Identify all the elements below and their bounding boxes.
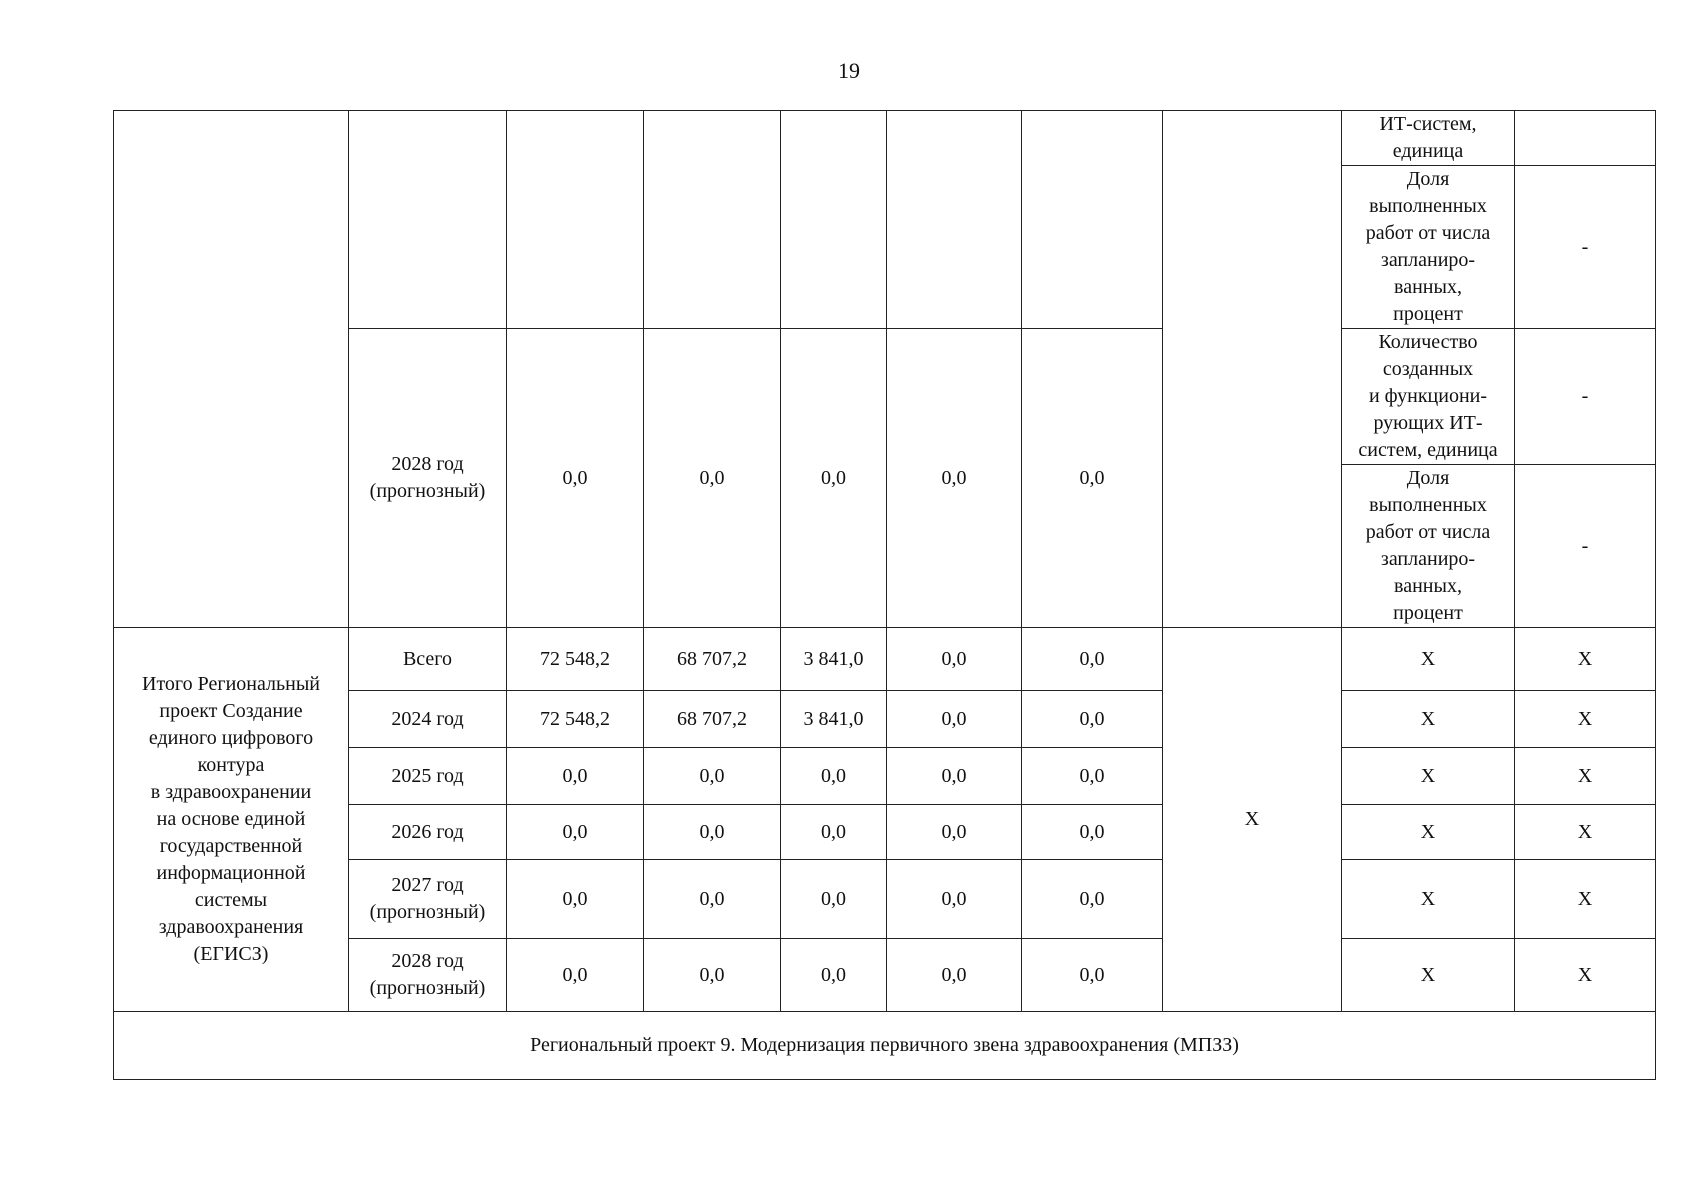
value-cell: 0,0 xyxy=(1022,628,1163,691)
text-line: работ от числа xyxy=(1365,521,1491,543)
text-line: государственной xyxy=(159,835,303,857)
text-line: запланиро- xyxy=(1380,548,1476,570)
indicator-name xyxy=(1342,166,1515,329)
total-title xyxy=(114,628,349,1012)
empty-value-cell xyxy=(1022,111,1163,329)
x-mark: X xyxy=(1342,748,1515,805)
section-heading: Региональный проект 9. Модернизация первичного звена здравоохранения (МПЗЗ) xyxy=(114,1012,1656,1080)
value-cell: 0,0 xyxy=(507,805,644,860)
value-cell: 0,0 xyxy=(644,860,781,939)
x-mark: X xyxy=(1342,628,1515,691)
text-line: и функциони- xyxy=(1368,385,1488,407)
value-cell: 0,0 xyxy=(887,939,1022,1012)
value-cell: 0,0 xyxy=(507,748,644,805)
value-cell: 0,0 xyxy=(887,748,1022,805)
value-cell: 0,0 xyxy=(644,329,781,628)
empty-value-cell xyxy=(644,111,781,329)
text-line: выполненных xyxy=(1369,195,1487,217)
x-mark: X xyxy=(1515,860,1656,939)
year-cell: Всего xyxy=(349,628,507,691)
text-line: выполненных xyxy=(1369,494,1487,516)
value-cell: 0,0 xyxy=(644,939,781,1012)
text-line: 2028 год xyxy=(391,453,464,475)
text-line: процент xyxy=(1393,303,1463,325)
text-line: Итого Региональный xyxy=(142,673,320,695)
text-line: ИТ-систем, xyxy=(1379,113,1477,135)
value-cell: 0,0 xyxy=(781,860,887,939)
x-mark: X xyxy=(1515,939,1656,1012)
value-cell: 0,0 xyxy=(507,860,644,939)
empty-year-cell xyxy=(349,111,507,329)
x-mark: X xyxy=(1342,691,1515,748)
value-cell: 0,0 xyxy=(507,939,644,1012)
value-cell: 0,0 xyxy=(1022,805,1163,860)
text-line: единица xyxy=(1392,140,1464,162)
value-cell: 0,0 xyxy=(507,329,644,628)
budget-table xyxy=(113,110,1656,1080)
page-number: 19 xyxy=(838,58,860,83)
value-cell: 0,0 xyxy=(644,748,781,805)
year-cell xyxy=(349,329,507,628)
x-mark: X xyxy=(1342,805,1515,860)
text-line: системы xyxy=(194,889,268,911)
text-line: (прогнозный) xyxy=(369,480,486,502)
text-line: Доля xyxy=(1406,467,1450,489)
value-cell: 72 548,2 xyxy=(507,628,644,691)
empty-title-cell xyxy=(114,111,349,628)
merged-x-mark: X xyxy=(1163,628,1342,1012)
x-mark: X xyxy=(1342,860,1515,939)
empty-value-cell xyxy=(887,111,1022,329)
value-cell: 0,0 xyxy=(644,805,781,860)
value-cell: 3 841,0 xyxy=(781,691,887,748)
value-cell: 0,0 xyxy=(1022,939,1163,1012)
value-cell: 0,0 xyxy=(781,329,887,628)
value-cell: 72 548,2 xyxy=(507,691,644,748)
text-line: (прогнозный) xyxy=(369,977,486,999)
indicator-value: - xyxy=(1515,329,1656,465)
text-line: здравоохранения xyxy=(158,916,304,938)
value-cell: 3 841,0 xyxy=(781,628,887,691)
value-cell: 0,0 xyxy=(781,939,887,1012)
value-cell: 0,0 xyxy=(781,748,887,805)
value-cell: 0,0 xyxy=(781,805,887,860)
value-cell: 0,0 xyxy=(887,691,1022,748)
indicator-value xyxy=(1515,111,1656,166)
text-line: (прогнозный) xyxy=(369,901,486,923)
x-mark: X xyxy=(1515,691,1656,748)
text-line: 2027 год xyxy=(391,874,464,896)
text-line: проект Создание xyxy=(159,700,303,722)
text-line: работ от числа xyxy=(1365,222,1491,244)
year-cell xyxy=(349,939,507,1012)
text-line: контура xyxy=(197,754,265,776)
value-cell: 0,0 xyxy=(887,805,1022,860)
text-line: Доля xyxy=(1406,168,1450,190)
indicator-value: - xyxy=(1515,166,1656,329)
value-cell: 0,0 xyxy=(1022,860,1163,939)
text-line: (ЕГИСЗ) xyxy=(193,943,269,965)
value-cell: 0,0 xyxy=(1022,329,1163,628)
year-cell: 2026 год xyxy=(349,805,507,860)
text-line: единого цифрового xyxy=(148,727,314,749)
empty-result-cell xyxy=(1163,111,1342,628)
indicator-value: - xyxy=(1515,465,1656,628)
value-cell: 0,0 xyxy=(1022,748,1163,805)
text-line: 2028 год xyxy=(391,950,464,972)
value-cell: 68 707,2 xyxy=(644,691,781,748)
text-line: созданных xyxy=(1382,358,1474,380)
indicator-name xyxy=(1342,329,1515,465)
x-mark: X xyxy=(1515,805,1656,860)
x-mark: X xyxy=(1515,628,1656,691)
indicator-name xyxy=(1342,111,1515,166)
x-mark: X xyxy=(1515,748,1656,805)
text-line: на основе единой xyxy=(156,808,306,830)
year-cell: 2025 год xyxy=(349,748,507,805)
text-line: в здравоохранении xyxy=(150,781,312,803)
year-cell xyxy=(349,860,507,939)
text-line: систем, единица xyxy=(1358,439,1498,461)
text-line: ванных, xyxy=(1394,575,1462,597)
text-line: процент xyxy=(1393,602,1463,624)
text-line: рующих ИТ- xyxy=(1373,412,1483,434)
value-cell: 0,0 xyxy=(1022,691,1163,748)
text-line: Количество xyxy=(1378,331,1478,353)
year-cell: 2024 год xyxy=(349,691,507,748)
empty-value-cell xyxy=(507,111,644,329)
text-line: информационной xyxy=(156,862,306,884)
empty-value-cell xyxy=(781,111,887,329)
x-mark: X xyxy=(1342,939,1515,1012)
value-cell: 0,0 xyxy=(887,628,1022,691)
value-cell: 68 707,2 xyxy=(644,628,781,691)
value-cell: 0,0 xyxy=(887,329,1022,628)
text-line: запланиро- xyxy=(1380,249,1476,271)
value-cell: 0,0 xyxy=(887,860,1022,939)
indicator-name xyxy=(1342,465,1515,628)
text-line: ванных, xyxy=(1394,276,1462,298)
